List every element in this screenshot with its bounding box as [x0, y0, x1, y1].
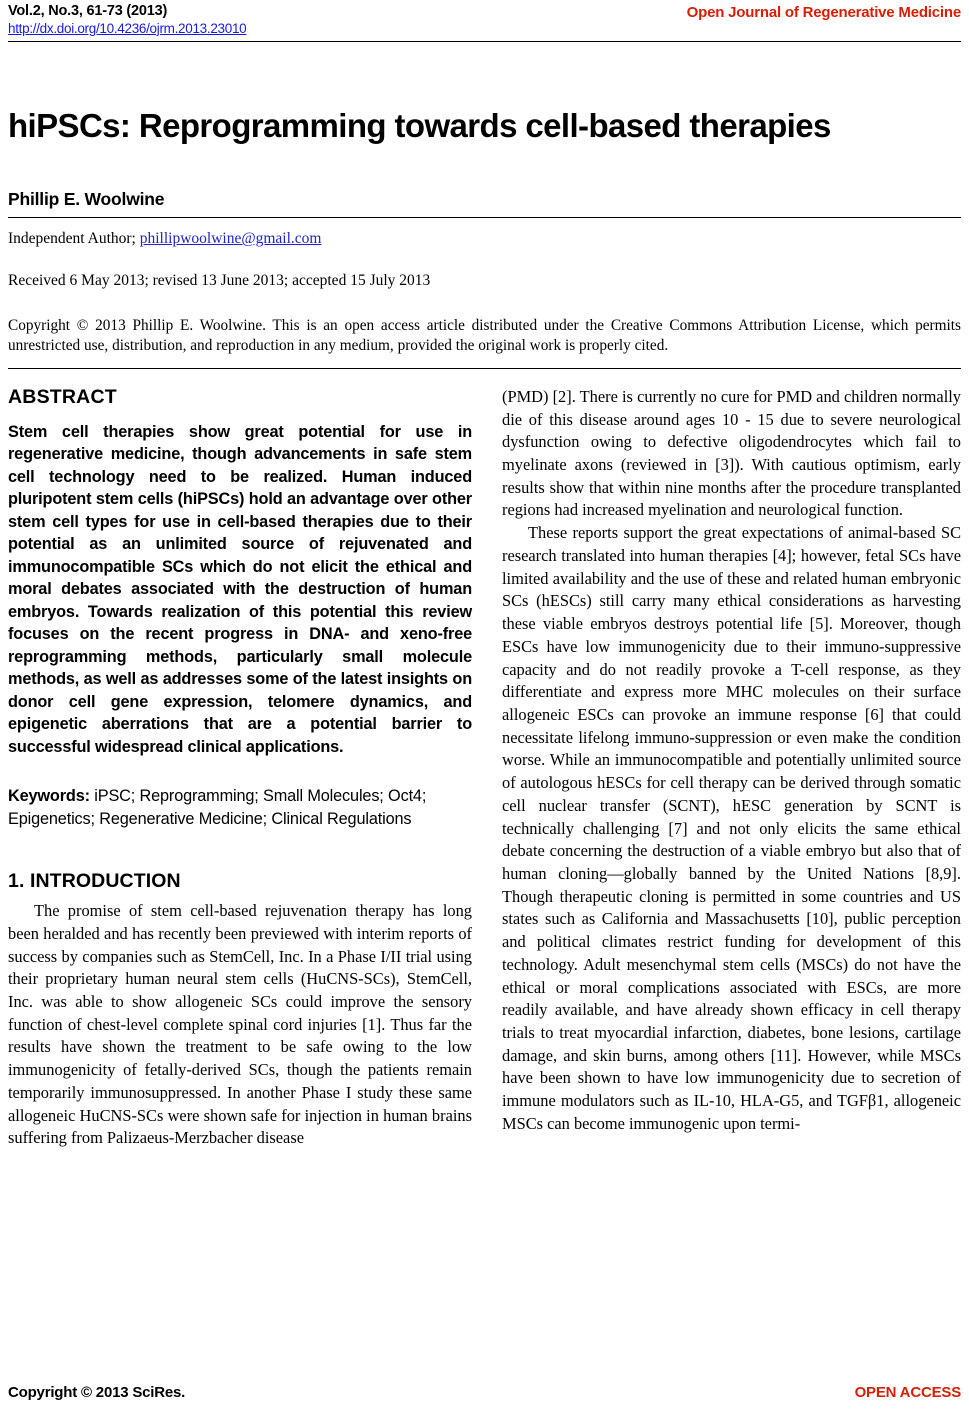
doi-link[interactable]: http://dx.doi.org/10.4236/ojrm.2013.23010	[8, 20, 247, 36]
header-divider	[8, 41, 961, 42]
running-head	[8, 0, 961, 38]
affiliation-text: Independent Author;	[8, 230, 140, 248]
introduction-paragraph-1: The promise of stem cell-based rejuvenation therapy has long been heralded and has recently been previewed with interim reports of success by companies such as StemCell, Inc. In a Phase I/II trial using their proprietary human neural stem cells (HuCNS-SCs), StemCell, Inc. was able to show allogeneic SCs could improve the sensory function of chest-level complete spinal cord injuries [1]. Thus far the results have shown the treatment to be safe owing to the low immunogenicity of fetally-derived SCs, though the patients remain temporarily immunosuppressed. In another Phase I study these same allogeneic HuCNS-SCs were shown safe for injection in human brains suffering from Palizaeus-Merzbacher disease	[8, 901, 472, 1148]
right-column-paragraph-1: (PMD) [2]. There is currently no cure for PMD and children normally die of this disease around ages 10 - 15 due to severe neurological dysfunction owing to defective oligodendrocytes which fail to myelinate axons (reviewed in [3]). With cautious optimism, early results show that within nine months after the procedure transplanted regions had increased myelination and neurological function.	[502, 386, 961, 520]
page-title: hiPSCs: Reprogramming towards cell-based therapies	[8, 106, 831, 144]
copyright-license-note: Copyright © 2013 Phillip E. Woolwine. This is an open access article distributed under the Creative Commons Attribution License, which permits unrestricted use, distribution, and reproduction in any medium, provided the original work is properly cited.	[8, 316, 961, 354]
journal-name: Open Journal of Regenerative Medicine	[686, 4, 961, 21]
author-email-link[interactable]: phillipwoolwine@gmail.com	[139, 230, 322, 248]
right-column	[502, 386, 961, 1150]
author-affiliation	[8, 229, 961, 249]
author-divider	[8, 217, 961, 218]
page-footer	[8, 1384, 961, 1401]
abstract-text: Stem cell therapies show great potential for use in regenerative medicine, though advancements in safe stem cell technology need to be realized. Human induced pluripotent stem cells (hiPSCs) hold an advantage over other stem cell types for use in cell-based therapies due to their potential as an unlimited source of rejuvenated and immunocompatible SCs which do not elicit the ethical and moral debates associated with the destruction of human embryos. Towards realization of this potential this review focuses on the recent progress in DNA- and xeno-free reprogramming methods, particularly small molecule methods, as well as addresses some of the latest insights on donor cell gene expression, telomere dynamics, and epigenetic aberrations that are a potential barrier to successful widespread clinical applications.	[8, 422, 472, 756]
right-column-paragraph-2: These reports support the great expectations of animal-based SC research translated into human therapies [4]; however, fetal SCs have limited availability and the use of these and related human embryonic SCs (hESCs) still carry many ethical considerations as harvesting these viable embryos destroys potential life [5]. Moreover, though ESCs have low immunogenicity due to their immuno-suppressive capacity and do not readily provoke a T-cell response, as they differentiate and express more MHC molecules on their surface allogeneic ESCs can provoke an immune response [6] that could necessitate lifelong immuno-suppression or even make the condition worse. While an immunocompatible and potentially unlimited source of autologous hESCs for cell therapy can be derived through somatic cell nuclear transfer (SCNT), hESC generation by SCNT is technically challenging [7] and not only elicits the same ethical debate concerning the destruction of a viable embryo but also that of human cloning—globally banned by the United Nations [8,9]. Though therapeutic cloning is permitted in some countries and US states such as California and Massachusetts [10], public perception and political climates restrict funding for development of this technology. Adult mesenchymal stem cells (MSCs) do not have the ethical or moral complications associated with ESCs, are more readily available, and have already shown efficacy in cell therapy trials to treat myocardial infarction, diabetes, bone lesions, cartilage damage, and skin burns, among others [11]. However, while MSCs have been shown to have low immunogenicity due to secretion of immune modulators such as IL-10, HLA-G5, and TGFβ1, allogeneic MSCs can become immunogenic upon termi-	[502, 523, 961, 1133]
volume-info: Vol.2, No.3, 61-73 (2013)	[8, 3, 168, 19]
keywords-block	[8, 785, 472, 830]
keywords-list: iPSC; Reprogramming; Small Molecules; Oct4; Epigenetics; Regenerative Medicine; Clinical Regulations	[8, 787, 427, 828]
keywords-label: Keywords:	[8, 787, 90, 806]
abstract-heading: ABSTRACT	[8, 385, 117, 408]
left-column	[8, 386, 472, 1150]
author-name: Phillip E. Woolwine	[8, 189, 165, 210]
footer-copyright: Copyright © 2013 SciRes.	[8, 1384, 186, 1401]
abstract-divider	[8, 368, 961, 369]
running-head-left-block	[8, 3, 246, 38]
article-body	[8, 386, 961, 1150]
open-access-badge: OPEN ACCESS	[854, 1384, 961, 1401]
introduction-heading: 1. INTRODUCTION	[8, 870, 181, 893]
submission-history: Received 6 May 2013; revised 13 June 2013; accepted 15 July 2013	[8, 272, 431, 290]
